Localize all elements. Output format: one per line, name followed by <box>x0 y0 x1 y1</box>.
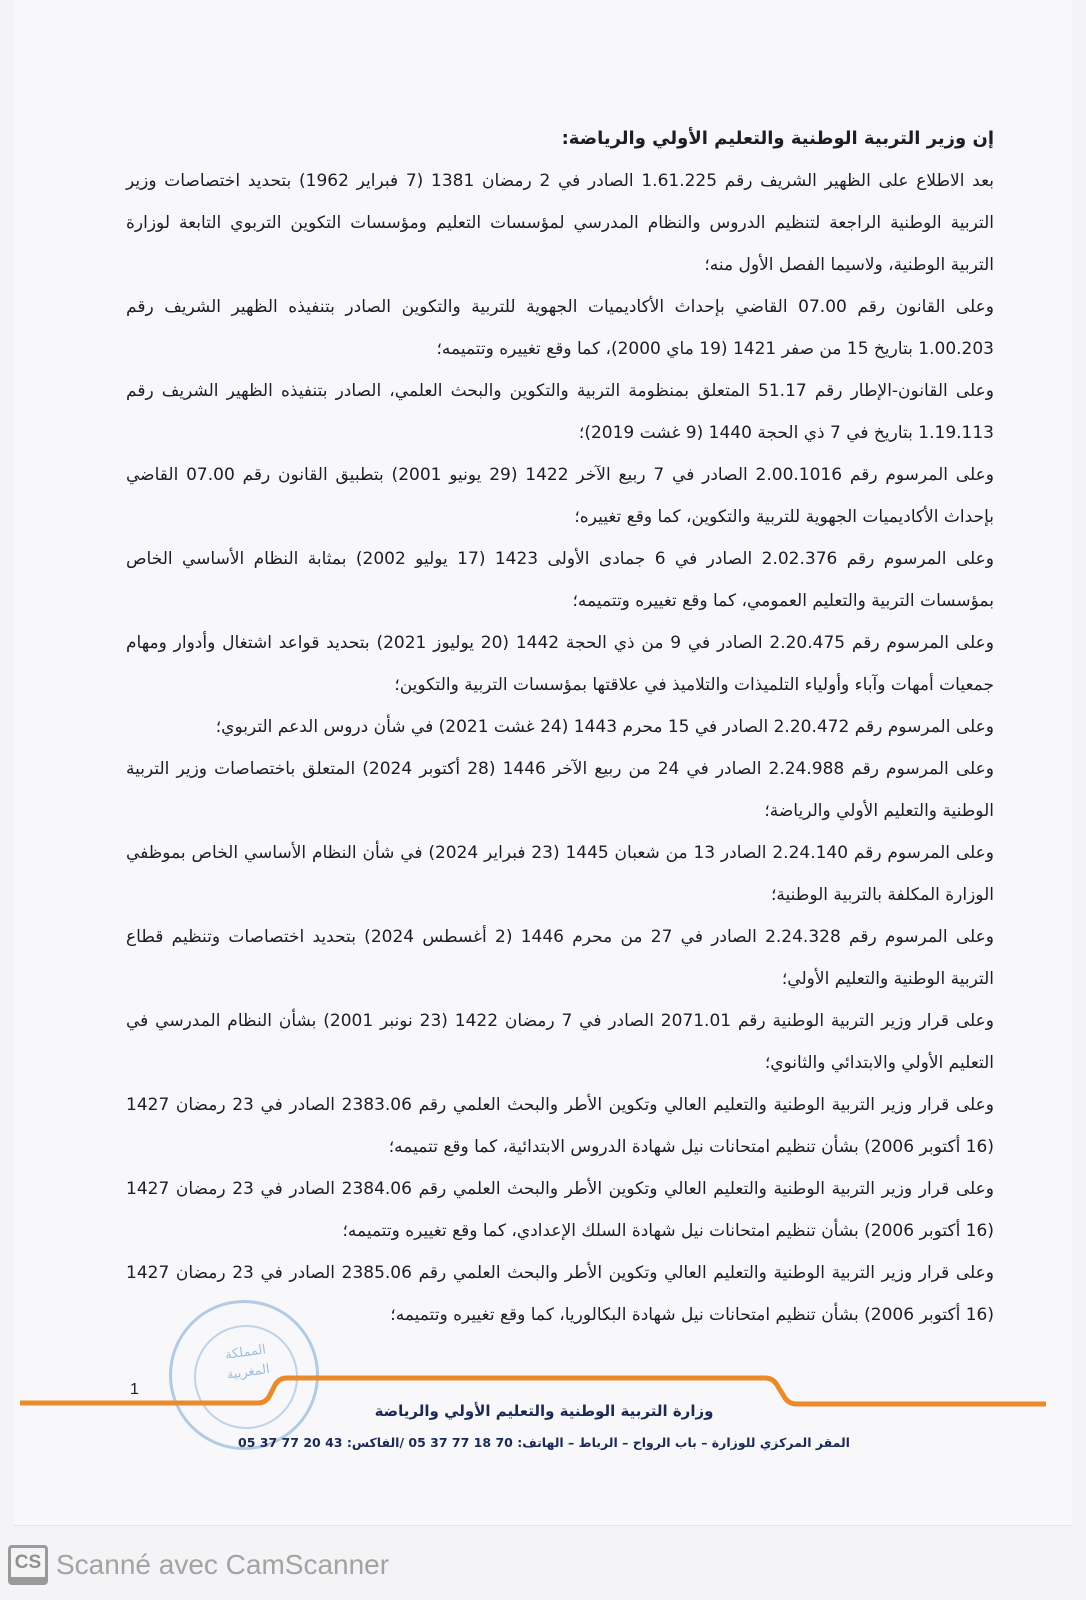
paragraph-8: وعلى المرسوم رقم 2.24.988 الصادر في 24 من ربيع الآخر 1446 (28 أكتوبر 2024) المتعلق باختصاصات وزير التربية الوطنية والتعليم الأولي والرياضة؛ <box>126 759 994 821</box>
paragraph-12: وعلى قرار وزير التربية الوطنية والتعليم العالي وتكوين الأطر والبحث العلمي رقم 2383.06 الصادر في 23 رمضان 1427 (16 أكتوبر 2006) بشأن تنظيم امتحانات نيل شهادة الدروس الابتدائية، كما وقع تتميمه؛ <box>126 1095 995 1157</box>
paragraph-9: وعلى المرسوم رقم 2.24.140 الصادر 13 من شعبان 1445 (23 فبراير 2024) في شأن النظام الأساسي الخاص بموظفي الوزارة المكلفة بالتربية الوطنية؛ <box>126 843 994 905</box>
page-number: 1 <box>130 1381 139 1398</box>
paragraph-1: بعد الاطلاع على الظهير الشريف رقم 1.61.225 الصادر في 2 رمضان 1381 (7 فبراير 1962) بتحديد اختصاصات وزير التربية الوطنية الراجعة لتنظيم الدروس والنظام المدرسي لمؤسسات التعليم ومؤسسات التكوين التربوي التابعة لوزارة التربية الوطنية، ولاسيما الفصل الأول منه؛ <box>126 171 995 275</box>
footer-ministry-name: وزارة التربية الوطنية والتعليم الأولي والرياضة <box>374 1402 714 1420</box>
stamp-line-1: المملكة <box>224 1342 267 1363</box>
paragraph-3: وعلى القانون-الإطار رقم 51.17 المتعلق بمنظومة التربية والتكوين والبحث العلمي، الصادر بتنفيذه الظهير الشريف رقم 1.19.113 بتاريخ في 7 ذي الحجة 1440 (9 غشت 2019)؛ <box>126 381 994 443</box>
paragraph-13: وعلى قرار وزير التربية الوطنية والتعليم العالي وتكوين الأطر والبحث العلمي رقم 2384.06 الصادر في 23 رمضان 1427 (16 أكتوبر 2006) بشأن تنظيم امتحانات نيل شهادة السلك الإعدادي، كما وقع تغييره وتتميمه؛ <box>126 1179 995 1241</box>
paragraph-2: وعلى القانون رقم 07.00 القاضي بإحداث الأكاديميات الجهوية للتربية والتكوين الصادر بتنفيذه الظهير الشريف رقم 1.00.203 بتاريخ 15 من صفر 1421 (19 ماي 2000)، كما وقع تغييره وتتميمه؛ <box>126 297 994 359</box>
paragraph-5: وعلى المرسوم رقم 2.02.376 الصادر في 6 جمادى الأولى 1423 (17 يوليو 2002) بمثابة النظام الأساسي الخاص بمؤسسات التربية والتعليم العمومي، كما وقع تغييره وتتميمه؛ <box>126 549 994 611</box>
camscanner-watermark <box>8 1545 389 1585</box>
paragraph-4: وعلى المرسوم رقم 2.00.1016 الصادر في 7 ربيع الآخر 1422 (29 يونيو 2001) بتطبيق القانون رقم 07.00 القاضي بإحداث الأكاديميات الجهوية للتربية والتكوين، كما وقع تغييره؛ <box>126 465 994 527</box>
footer-contact-info: المقر المركزي للوزارة – باب الرواح – الرباط – الهاتف: 70 18 77 37 05 /الفاكس: 43 20 77 37 05 <box>238 1435 850 1450</box>
document-body <box>126 118 994 1336</box>
camscanner-logo-icon: CS <box>8 1545 48 1585</box>
document-heading: إن وزير التربية الوطنية والتعليم الأولي والرياضة: <box>561 128 994 149</box>
camscanner-label: Scanné avec CamScanner <box>56 1549 390 1580</box>
paragraph-7: وعلى المرسوم رقم 2.20.472 الصادر في 15 محرم 1443 (24 غشت 2021) في شأن دروس الدعم التربوي؛ <box>215 717 994 737</box>
paragraph-11: وعلى قرار وزير التربية الوطنية رقم 2071.01 الصادر في 7 رمضان 1422 (23 نونبر 2001) بشأن النظام المدرسي في التعليم الأولي والابتدائي والثانوي؛ <box>126 1011 995 1073</box>
paragraph-10: وعلى المرسوم رقم 2.24.328 الصادر في 27 من محرم 1446 (2 أغسطس 2024) بتحديد اختصاصات وتنظيم قطاع التربية الوطنية والتعليم الأولي؛ <box>126 927 994 989</box>
paragraph-6: وعلى المرسوم رقم 2.20.475 الصادر في 9 من ذي الحجة 1442 (20 يوليوز 2021) بتحديد قواعد اشتغال وأدوار ومهام جمعيات أمهات وآباء وأولياء التلميذات والتلاميذ في علاقتها بمؤسسات التربية والتكوين؛ <box>126 633 994 695</box>
stamp-line-2: المغربية <box>225 1361 271 1383</box>
footer-rule-path <box>20 1378 1046 1404</box>
scanned-page <box>14 0 1072 1526</box>
paragraph-14: وعلى قرار وزير التربية الوطنية والتعليم العالي وتكوين الأطر والبحث العلمي رقم 2385.06 الصادر في 23 رمضان 1427 (16 أكتوبر 2006) بشأن تنظيم امتحانات نيل شهادة البكالوريا، كما وقع تغييره وتتميمه؛ <box>126 1263 995 1325</box>
footer-orange-rule <box>20 1370 1050 1410</box>
